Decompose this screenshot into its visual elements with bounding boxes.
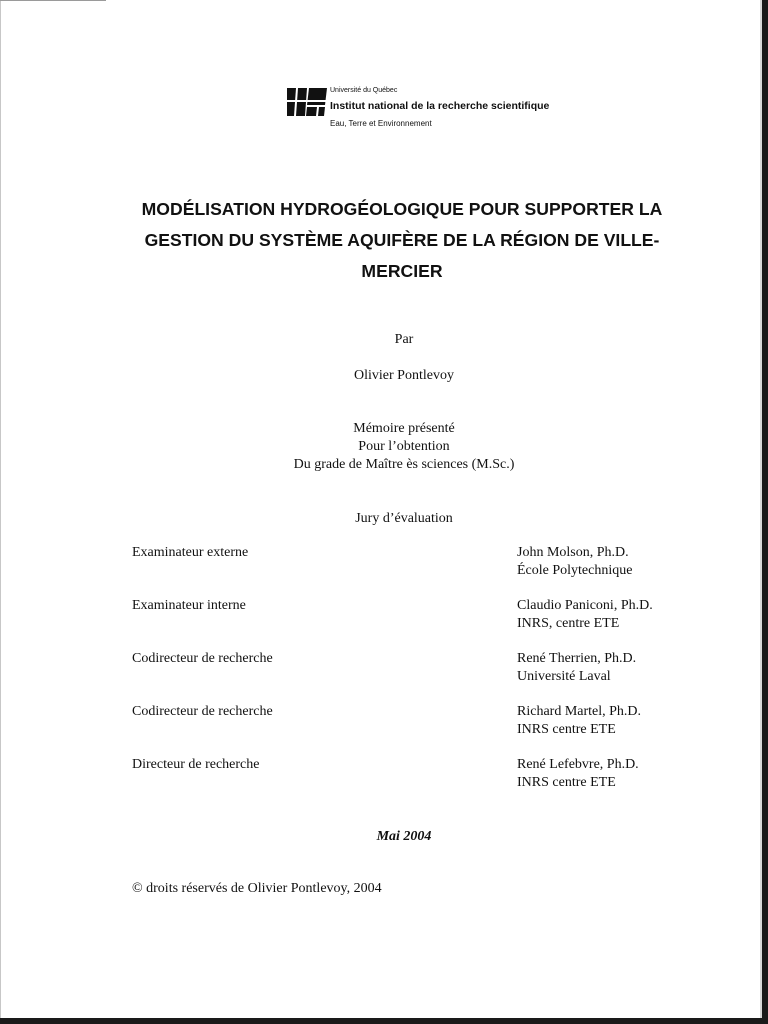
jury-role: Examinateur interne: [132, 598, 246, 613]
center-name: Eau, Terre et Environnement: [330, 119, 432, 128]
author-name: Olivier Pontlevoy: [354, 368, 454, 383]
jury-role: Codirecteur de recherche: [132, 651, 273, 666]
jury-heading: Jury d’évaluation: [355, 511, 453, 526]
title-line: MODÉLISATION HYDROGÉOLOGIQUE POUR SUPPORTER LA: [141, 199, 663, 219]
jury-member-name: René Lefebvre, Ph.D.: [517, 757, 639, 772]
jury-role: Codirecteur de recherche: [132, 704, 273, 719]
jury-member: [517, 756, 639, 792]
thesis-statement: [184, 420, 624, 474]
jury-role: Examinateur externe: [132, 545, 249, 560]
copyright-notice: © droits réservés de Olivier Pontlevoy, 2004: [132, 881, 382, 896]
jury-member-affiliation: École Polytechnique: [517, 563, 633, 578]
title-line: GESTION DU SYSTÈME AQUIFÈRE DE LA RÉGION DE VILLE-: [144, 230, 660, 250]
university-name: Université du Québec: [330, 87, 398, 94]
jury-role: Directeur de recherche: [132, 757, 260, 772]
jury-row: [132, 544, 692, 580]
jury-member-affiliation: INRS centre ETE: [517, 722, 616, 737]
jury-member-affiliation: INRS, centre ETE: [517, 616, 620, 631]
title-line: MERCIER: [361, 261, 443, 281]
jury-member-name: John Molson, Ph.D.: [517, 545, 629, 560]
scan-top-edge: [0, 0, 106, 1]
jury-member-affiliation: Université Laval: [517, 669, 611, 684]
jury-member: [517, 544, 632, 580]
page-edge-right: [762, 0, 768, 1024]
thesis-line: Pour l’obtention: [358, 439, 450, 454]
jury-row: [132, 597, 692, 633]
thesis-line: Mémoire présenté: [353, 421, 455, 436]
jury-member-name: René Therrien, Ph.D.: [517, 651, 637, 666]
jury-row: [132, 703, 692, 739]
by-label: Par: [394, 332, 414, 347]
scan-left-edge: [0, 0, 1, 1024]
jury-member: [517, 650, 636, 686]
inrs-logo-icon: [287, 88, 327, 118]
thesis-title: [112, 194, 692, 287]
institute-name: Institut national de la recherche scientifique: [330, 100, 550, 112]
jury-row: [132, 756, 692, 792]
jury-member-name: Claudio Paniconi, Ph.D.: [517, 598, 653, 613]
thesis-line: Du grade de Maître ès sciences (M.Sc.): [293, 457, 515, 472]
page-edge-bottom: [0, 1018, 768, 1024]
jury-row: [132, 650, 692, 686]
jury-member-affiliation: INRS centre ETE: [517, 775, 616, 790]
submission-date: Mai 2004: [376, 829, 432, 844]
jury-member: [517, 703, 641, 739]
jury-member-name: Richard Martel, Ph.D.: [517, 704, 642, 719]
jury-member: [517, 597, 653, 633]
